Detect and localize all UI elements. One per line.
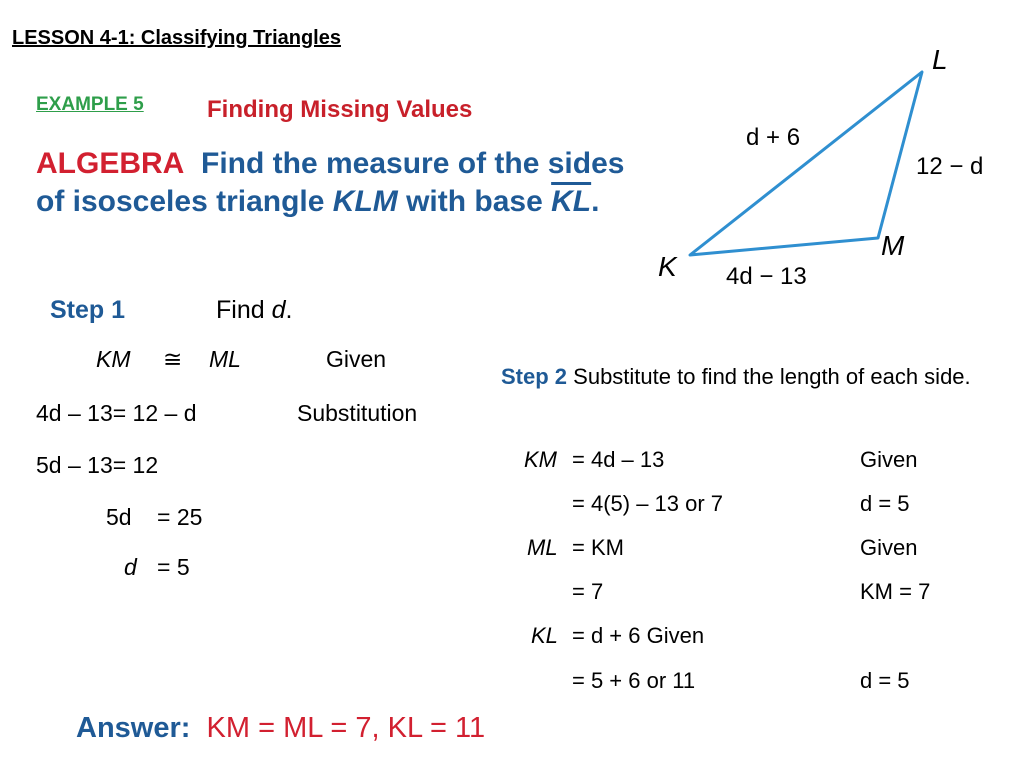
step2-label: Step 2 <box>501 364 568 389</box>
step1-instruction <box>216 296 292 325</box>
step2-row5-rhs: = d + 6 Given <box>572 623 705 648</box>
answer-line <box>76 712 485 745</box>
problem-triangle: KLM <box>332 185 398 218</box>
step1-row2-eq: 4d – 13= 12 – d <box>36 400 197 426</box>
step1-row4-lhs: 5d <box>106 504 132 530</box>
step2-row3-reason: Given <box>860 535 918 560</box>
step2-row1-lhs: KM <box>524 447 557 472</box>
step1-instruction-suffix: . <box>285 296 293 324</box>
step1-row1-b: ML <box>209 346 241 372</box>
step2-row4-rhs: = 7 <box>572 579 604 604</box>
step1-row2-reason: Substitution <box>297 400 418 426</box>
problem-text-1: Find the measure of the sides of isosceles triangle <box>36 147 625 218</box>
step1-label: Step 1 <box>50 296 126 324</box>
vertex-l: L <box>932 44 948 75</box>
step1-instruction-prefix: Find <box>216 296 272 324</box>
step2-row6-reason: d = 5 <box>860 668 910 693</box>
vertex-m: M <box>881 230 905 261</box>
step2-row2-reason: d = 5 <box>860 491 910 516</box>
lesson-title: LESSON 4-1: Classifying Triangles <box>12 27 341 49</box>
step1-row1-reason: Given <box>326 346 387 372</box>
side-lm-label: 12 − d <box>916 153 984 180</box>
triangle-klm <box>690 72 922 255</box>
step1-row5-rhs: = 5 <box>157 554 190 580</box>
problem-keyword: ALGEBRA <box>36 147 185 180</box>
step2-row4-reason: KM = 7 <box>860 579 931 604</box>
problem-text-2: with base <box>397 185 552 218</box>
step2-row3-lhs: ML <box>527 535 558 560</box>
step2-row2-rhs: = 4(5) – 13 or 7 <box>572 491 724 516</box>
step1-row5-lhs: d <box>124 554 137 580</box>
step2-row6-rhs: = 5 + 6 or 11 <box>572 668 696 693</box>
step2-row1-rhs: = 4d – 13 <box>572 447 665 472</box>
step2-text: Substitute to find the length of each side. <box>573 364 971 389</box>
step1-instruction-var: d <box>271 296 286 324</box>
step2-row1-reason: Given <box>860 447 918 472</box>
problem-base: $\overline{KL}$ <box>551 185 592 218</box>
step1-row3-eq: 5d – 13= 12 <box>36 452 159 478</box>
side-km-label: 4d − 13 <box>726 263 807 290</box>
step1-row4-rhs: = 25 <box>157 504 203 530</box>
problem-text-3: . <box>591 185 600 218</box>
vertex-k: K <box>658 251 677 282</box>
step2-row3-rhs: = KM <box>572 535 624 560</box>
side-kl-label: d + 6 <box>746 124 801 151</box>
step1-row1-a: KM <box>96 346 131 372</box>
triangle-diagram <box>640 40 1020 300</box>
example-label: EXAMPLE 5 <box>36 94 144 115</box>
example-title: Finding Missing Values <box>207 96 473 123</box>
step2-intro <box>501 356 991 398</box>
problem-statement <box>36 145 636 221</box>
step1-row1-sym: ≅ <box>163 346 183 372</box>
step2-row5-lhs: KL <box>531 623 558 648</box>
answer-text: KM = ML = 7, KL = 11 <box>206 712 486 744</box>
answer-label: Answer: <box>76 712 191 744</box>
